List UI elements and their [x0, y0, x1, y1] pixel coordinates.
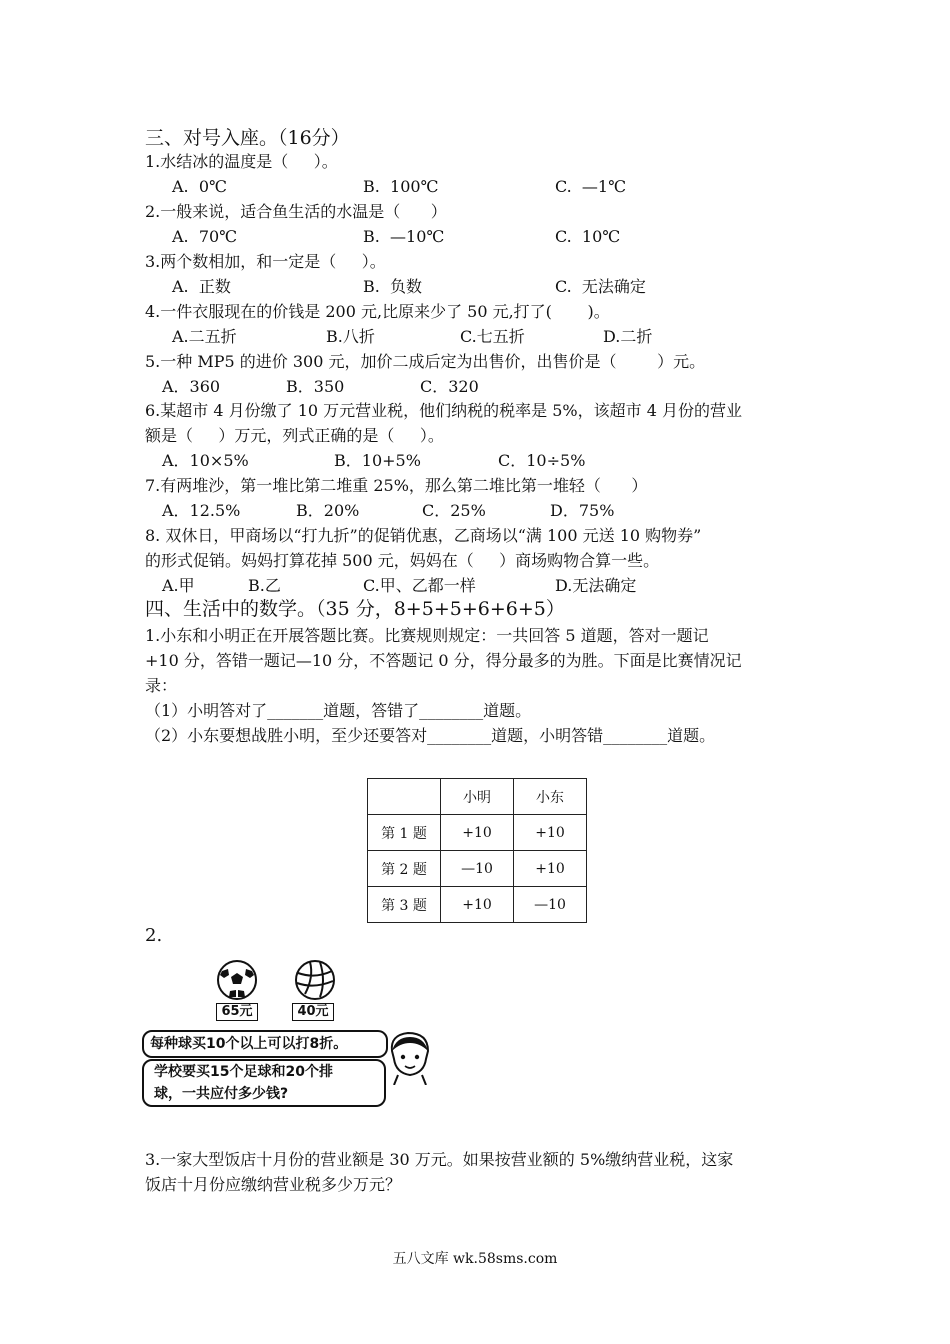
problem-1-sub-2: （2）小东要想战胜小明，至少还要答对________道题，小明答错________道题。: [145, 726, 716, 745]
section-3-heading: 三、对号入座。（16分）: [145, 127, 350, 149]
q8-option-a: A.甲: [162, 576, 195, 595]
section-4-heading: 四、生活中的数学。（35 分，8+5+5+6+6+5）: [145, 598, 565, 620]
q7-option-c: C．25%: [422, 501, 486, 520]
q6-option-b: B．10+5%: [334, 451, 421, 470]
table-cell: 第 1 题: [368, 815, 441, 851]
q8-option-b: B.乙: [248, 576, 281, 595]
page-footer: 五八文库 wk.58sms.com: [392, 1251, 558, 1267]
problem-2-label: 2.: [145, 925, 163, 946]
question-6-line-1: 6.某超市 4 月份缴了 10 万元营业税，他们纳税的税率是 5%，该超市 4 月份的营业: [145, 401, 742, 420]
table-cell: 小东: [514, 779, 587, 815]
table-cell: —10: [514, 887, 587, 923]
question-1: 1.水结冰的温度是（ ）。: [145, 152, 338, 171]
problem-1-line-3: 录：: [145, 676, 178, 695]
table-row: [368, 815, 587, 851]
q4-option-c: C.七五折: [460, 327, 525, 346]
q6-option-a: A．10×5%: [162, 451, 249, 470]
problem-3-line-1: 3.一家大型饭店十月份的营业额是 30 万元。如果按营业额的 5%缴纳营业税，这家: [145, 1150, 734, 1169]
football-price-tag: 65元: [216, 1003, 258, 1021]
question-6-line-2: 额是（ ）万元，列式正确的是（ ）。: [145, 426, 444, 445]
q2-option-b: B. —10℃: [363, 227, 445, 246]
q3-option-b: B. 负数: [363, 277, 423, 296]
q1-option-b: B. 100℃: [363, 177, 439, 196]
table-cell: +10: [441, 887, 514, 923]
q7-option-a: A．12.5%: [162, 501, 241, 520]
q5-option-a: A．360: [162, 377, 221, 396]
question-speech-bubble: [142, 1059, 386, 1107]
q4-option-a: A.二五折: [172, 327, 237, 346]
q8-option-c: C.甲、乙都一样: [363, 576, 476, 595]
table-cell: [368, 779, 441, 815]
table-cell: 第 3 题: [368, 887, 441, 923]
table-cell: +10: [441, 815, 514, 851]
table-cell: +10: [514, 851, 587, 887]
q3-option-c: C. 无法确定: [555, 277, 646, 296]
q5-option-c: C．320: [420, 377, 479, 396]
bubble-line-2: 球，一共应付多少钱?: [154, 1086, 289, 1102]
q4-option-b: B.八折: [326, 327, 375, 346]
q7-option-b: B．20%: [296, 501, 360, 520]
q7-option-d: D．75%: [550, 501, 615, 520]
volleyball-price-tag: 40元: [292, 1003, 334, 1021]
problem-1-line-1: 1.小东和小明正在开展答题比赛。比赛规则规定：一共回答 5 道题，答对一题记: [145, 626, 709, 645]
q4-option-d: D.二折: [603, 327, 653, 346]
table-cell: 第 2 题: [368, 851, 441, 887]
problem-1-sub-1: （1）小明答对了_______道题，答错了________道题。: [145, 701, 532, 720]
question-3: 3.两个数相加，和一定是（ ）。: [145, 252, 386, 271]
discount-speech-bubble: 每种球买10个以上可以打8折。: [142, 1030, 388, 1058]
q2-option-c: C. 10℃: [555, 227, 621, 246]
q5-option-b: B．350: [286, 377, 345, 396]
question-5: 5.一种 MP5 的进价 300 元，加价二成后定为出售价，出售价是（ ）元。: [145, 352, 706, 371]
q1-option-a: A. 0℃: [172, 177, 227, 196]
table-cell: 小明: [441, 779, 514, 815]
football-icon: [212, 959, 262, 1001]
score-table: [367, 778, 587, 923]
question-2: 2.一般来说，适合鱼生活的水温是（ ）: [145, 202, 447, 221]
table-cell: —10: [441, 851, 514, 887]
problem-3-line-2: 饭店十月份应缴纳营业税多少万元？: [145, 1175, 402, 1194]
problem-2-figure: [140, 955, 440, 1120]
boy-icon: [386, 1029, 434, 1085]
q8-option-d: D.无法确定: [555, 576, 637, 595]
bubble-line-1: 学校要买15个足球和20个排: [154, 1064, 333, 1080]
question-7: 7.有两堆沙，第一堆比第二堆重 25%，那么第二堆比第一堆轻（ ）: [145, 476, 648, 495]
table-row: [368, 887, 587, 923]
problem-1-line-2: +10 分，答错一题记—10 分，不答题记 0 分，得分最多的为胜。下面是比赛情况记: [145, 651, 742, 670]
table-row: [368, 851, 587, 887]
question-8-line-1: 8. 双休日，甲商场以“打九折”的促销优惠，乙商场以“满 100 元送 10 购物券”: [145, 526, 702, 545]
table-header-row: [368, 779, 587, 815]
volleyball-icon: [290, 959, 340, 1001]
q3-option-a: A. 正数: [172, 277, 231, 296]
q6-option-c: C．10÷5%: [498, 451, 586, 470]
question-8-line-2: 的形式促销。妈妈打算花掉 500 元，妈妈在（ ）商场购物合算一些。: [145, 551, 660, 570]
q2-option-a: A. 70℃: [172, 227, 238, 246]
table-cell: +10: [514, 815, 587, 851]
question-4: 4.一件衣服现在的价钱是 200 元,比原来少了 50 元,打了( )。: [145, 302, 610, 321]
q1-option-c: C. —1℃: [555, 177, 627, 196]
